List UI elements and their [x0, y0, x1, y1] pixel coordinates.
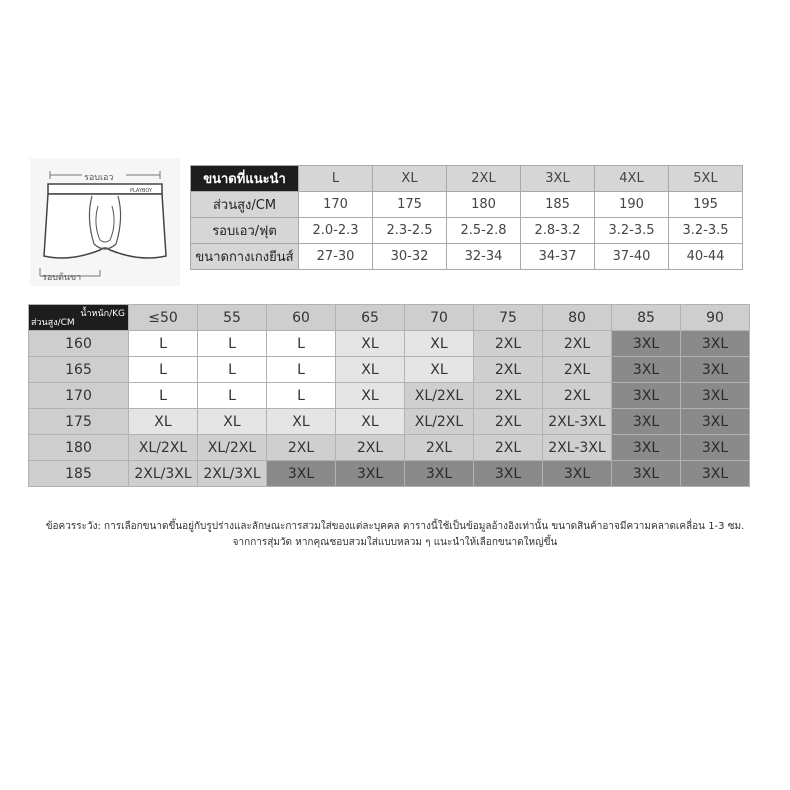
size-cell: 2XL-3XL [543, 435, 612, 461]
size-cell: 3XL [612, 435, 681, 461]
size-cell: 3XL [267, 461, 336, 487]
size-cell: 3XL [681, 383, 750, 409]
size-cell: XL [267, 409, 336, 435]
size-cell: 3XL [405, 461, 474, 487]
row-header: รอบเอว/ฟุต [191, 218, 299, 244]
weight-header: ≤50 [129, 305, 198, 331]
weight-header: 65 [336, 305, 405, 331]
size-cell: L [267, 331, 336, 357]
table-row [29, 409, 750, 435]
size-cell: 3XL [612, 357, 681, 383]
size-header: XL [373, 166, 447, 192]
table-cell: 2.5-2.8 [447, 218, 521, 244]
size-cell: 2XL [405, 435, 474, 461]
table-cell: 180 [447, 192, 521, 218]
corner-header [29, 305, 129, 331]
waist-label: รอบเอว [84, 173, 114, 183]
size-cell: 2XL [543, 331, 612, 357]
size-cell: L [267, 383, 336, 409]
table-header-row [29, 305, 750, 331]
table-row [191, 244, 743, 270]
size-cell: 2XL [267, 435, 336, 461]
weight-header: 90 [681, 305, 750, 331]
weight-header: 60 [267, 305, 336, 331]
row-header: ขนาดกางเกงยีนส์ [191, 244, 299, 270]
size-cell: 2XL [543, 383, 612, 409]
size-cell: 2XL [474, 383, 543, 409]
table-row [29, 435, 750, 461]
table-cell: 2.3-2.5 [373, 218, 447, 244]
table-cell: 27-30 [299, 244, 373, 270]
size-header: 2XL [447, 166, 521, 192]
size-cell: XL [336, 331, 405, 357]
table-row [29, 383, 750, 409]
table-cell: 175 [373, 192, 447, 218]
height-row-header: 180 [29, 435, 129, 461]
table-row [191, 192, 743, 218]
table-cell: 3.2-3.5 [595, 218, 669, 244]
table-cell: 185 [521, 192, 595, 218]
height-axis-label: ส่วนสูง/CM [31, 318, 75, 328]
size-cell: XL [336, 409, 405, 435]
weight-axis-label: น้ำหนัก/KG [80, 309, 125, 319]
table-cell: 195 [669, 192, 743, 218]
caution-note-continued: จากการสุ่มวัด หากคุณชอบสวมใส่แบบหลวม ๆ แนะนำให้เลือกขนาดใหญ่ขึ้น [232, 537, 558, 548]
table-cell: 32-34 [447, 244, 521, 270]
corner-header: ขนาดที่แนะนำ [191, 166, 299, 192]
height-row-header: 165 [29, 357, 129, 383]
table-row [29, 461, 750, 487]
svg-text:PLAYBOY: PLAYBOY [130, 188, 153, 194]
size-cell: 3XL [681, 331, 750, 357]
size-cell: 3XL [681, 435, 750, 461]
weight-header: 70 [405, 305, 474, 331]
size-cell: 3XL [612, 409, 681, 435]
table-cell: 40-44 [669, 244, 743, 270]
size-cell: XL [405, 357, 474, 383]
size-cell: 2XL [543, 357, 612, 383]
size-cell: 3XL [336, 461, 405, 487]
underwear-diagram [30, 158, 180, 286]
size-cell: 3XL [681, 357, 750, 383]
size-cell: XL [336, 357, 405, 383]
weight-header: 55 [198, 305, 267, 331]
table-cell: 170 [299, 192, 373, 218]
table-row [191, 218, 743, 244]
size-cell: L [129, 331, 198, 357]
weight-height-size-table [28, 304, 750, 487]
size-cell: L [129, 357, 198, 383]
height-row-header: 170 [29, 383, 129, 409]
size-cell: 3XL [543, 461, 612, 487]
table-header-row [191, 166, 743, 192]
caution-note: ข้อควรระวัง: การเลือกขนาดขึ้นอยู่กับรูปร่างและลักษณะการสวมใส่ของแต่ละบุคคล ตารางนี้ใช้เป็นข้อมูลอ้างอิงเท่านั้น ขนาดสินค้าอาจมีความคลาดเคลื่อน 1-3 ซม. [45, 521, 745, 532]
size-cell: 2XL [336, 435, 405, 461]
table-cell: 34-37 [521, 244, 595, 270]
height-row-header: 185 [29, 461, 129, 487]
table-cell: 30-32 [373, 244, 447, 270]
recommended-size-table [190, 165, 743, 270]
size-cell: 3XL [474, 461, 543, 487]
height-row-header: 160 [29, 331, 129, 357]
size-cell: L [198, 357, 267, 383]
table-row [29, 331, 750, 357]
size-cell: 3XL [612, 383, 681, 409]
size-cell: XL [198, 409, 267, 435]
size-cell: 3XL [681, 461, 750, 487]
size-cell: XL/2XL [405, 409, 474, 435]
size-cell: XL [129, 409, 198, 435]
height-row-header: 175 [29, 409, 129, 435]
table-row [29, 357, 750, 383]
leg-label: รอบต้นขา [42, 273, 82, 283]
size-cell: L [198, 383, 267, 409]
table-cell: 2.8-3.2 [521, 218, 595, 244]
size-cell: XL/2XL [129, 435, 198, 461]
size-header: 5XL [669, 166, 743, 192]
size-cell: 2XL [474, 409, 543, 435]
size-cell: XL [336, 383, 405, 409]
size-cell: 3XL [612, 461, 681, 487]
size-cell: L [267, 357, 336, 383]
weight-header: 75 [474, 305, 543, 331]
size-cell: XL/2XL [405, 383, 474, 409]
size-cell: L [198, 331, 267, 357]
size-cell: L [129, 383, 198, 409]
size-header: 3XL [521, 166, 595, 192]
size-cell: 2XL/3XL [129, 461, 198, 487]
size-header: 4XL [595, 166, 669, 192]
size-cell: 3XL [612, 331, 681, 357]
size-cell: XL/2XL [198, 435, 267, 461]
weight-header: 80 [543, 305, 612, 331]
size-cell: 2XL [474, 357, 543, 383]
size-cell: 2XL/3XL [198, 461, 267, 487]
size-cell: 3XL [681, 409, 750, 435]
size-cell: XL [405, 331, 474, 357]
table-cell: 190 [595, 192, 669, 218]
table-cell: 37-40 [595, 244, 669, 270]
size-cell: 2XL-3XL [543, 409, 612, 435]
table-cell: 3.2-3.5 [669, 218, 743, 244]
size-cell: 2XL [474, 435, 543, 461]
row-header: ส่วนสูง/CM [191, 192, 299, 218]
table-cell: 2.0-2.3 [299, 218, 373, 244]
weight-header: 85 [612, 305, 681, 331]
size-header: L [299, 166, 373, 192]
size-grid-body [29, 331, 750, 487]
size-cell: 2XL [474, 331, 543, 357]
